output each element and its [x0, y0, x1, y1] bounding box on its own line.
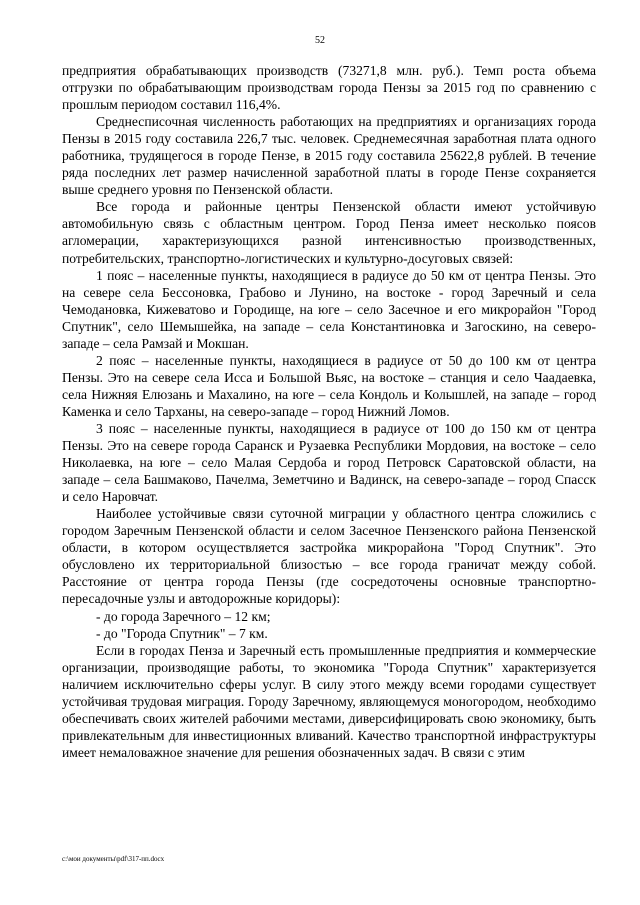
- list-item-sputnik: - до "Города Спутник" – 7 км.: [96, 625, 268, 641]
- paragraph-employment: Среднесписочная численность работающих на предприятиях и организациях города Пензы в 2015 году составила 226,7 тыс. человек. Среднемесячная заработная плата одного работника, трудящегося в городе Пензе, в 2015 году составила 25622,8 рублей. В течение ряда последних лет размер начисленной заработной платы в городе Пензе сохраняется выше среднего уровня по Пензенской области.: [62, 114, 596, 198]
- paragraph-continuation: предприятия обрабатывающих производств (73271,8 млн. руб.). Темп роста объема отгрузки по обрабатывающим производствам города Пензы за 2015 год по сравнению с прошлым периодом составил 116,4%.: [62, 63, 596, 113]
- page-number: 52: [315, 35, 325, 46]
- document-body: [62, 62, 596, 761]
- paragraph-belt-3: 3 пояс – населенные пункты, находящиеся в радиусе от 100 до 150 км от центра Пензы. Это на севере города Саранск и Рузаевка Республики Мордовия, на востоке – село Николаевка, на юге – село Малая Сердоба и город Петровск Саратовской области, на западе – села Башмаково, Пачелма, Земетчино и Вадинск, на северо-западе – город Спасск и село Наровчат.: [62, 420, 596, 505]
- list-item-zarechny: - до города Заречного – 12 км;: [96, 608, 271, 624]
- footer-file-path: с:\мои документы\pdf\317-пп.docx: [62, 855, 165, 863]
- paragraph-economy: Если в городах Пенза и Заречный есть промышленные предприятия и коммерческие организации, производящие работы, то экономика "Города Спутник" характеризуется наличием исключительно сферы услуг. В силу этого между всеми городами существует устойчивая трудовая миграция. Городу Заречному, являющемуся моногородом, необходимо обеспечивать своих жителей рабочими местами, диверсифицировать свою экономику, быть привлекательным для инвестиционных вливаний. Качество транспортной инфраструктуры имеет немаловажное значение для решения обозначенных задач. В связи с этим: [62, 642, 596, 760]
- paragraph-belt-1: 1 пояс – населенные пункты, находящиеся в радиусе до 50 км от центра Пензы. Это на севере села Бессоновка, Грабово и Лунино, на востоке - город Заречный и села Чемодановка, Кижеватово и Городище, на юге – село Засечное и его микрорайон "Город Спутник", село Шемышейка, на западе – села Константиновка и Загоскино, на северо-западе – села Рамзай и Мокшан.: [62, 267, 596, 351]
- paragraph-agglomeration: Все города и районные центры Пензенской области имеют устойчивую автомобильную связь с областным центром. Город Пенза имеет несколько поясов агломерации, характеризующихся разной интенсивностью производственных, потребительских, транспортно-логистических и культурно-досуговых связей:: [62, 199, 596, 266]
- paragraph-migration: Наиболее устойчивые связи суточной миграции у областного центра сложились с городом Заречным Пензенской области и селом Засечное Пензенского района Пензенской области, в котором осуществляется застройка микрорайона "Город Спутник". Это обусловлено их территориальной близостью – все города граничат между собой. Расстояние от центра города Пензы (где сосредоточены основные транспортно-пересадочные узлы и автодорожные коридоры):: [62, 506, 596, 607]
- paragraph-belt-2: 2 пояс – населенные пункты, находящиеся в радиусе от 50 до 100 км от центра Пензы. Это на севере села Исса и Большой Вьяс, на востоке – станция и село Чаадаевка, села Нижняя Елюзань и Махалино, на юге – села Кондоль и Колышлей, на западе – город Каменка и село Тарханы, на северо-западе – город Нижний Ломов.: [62, 352, 596, 419]
